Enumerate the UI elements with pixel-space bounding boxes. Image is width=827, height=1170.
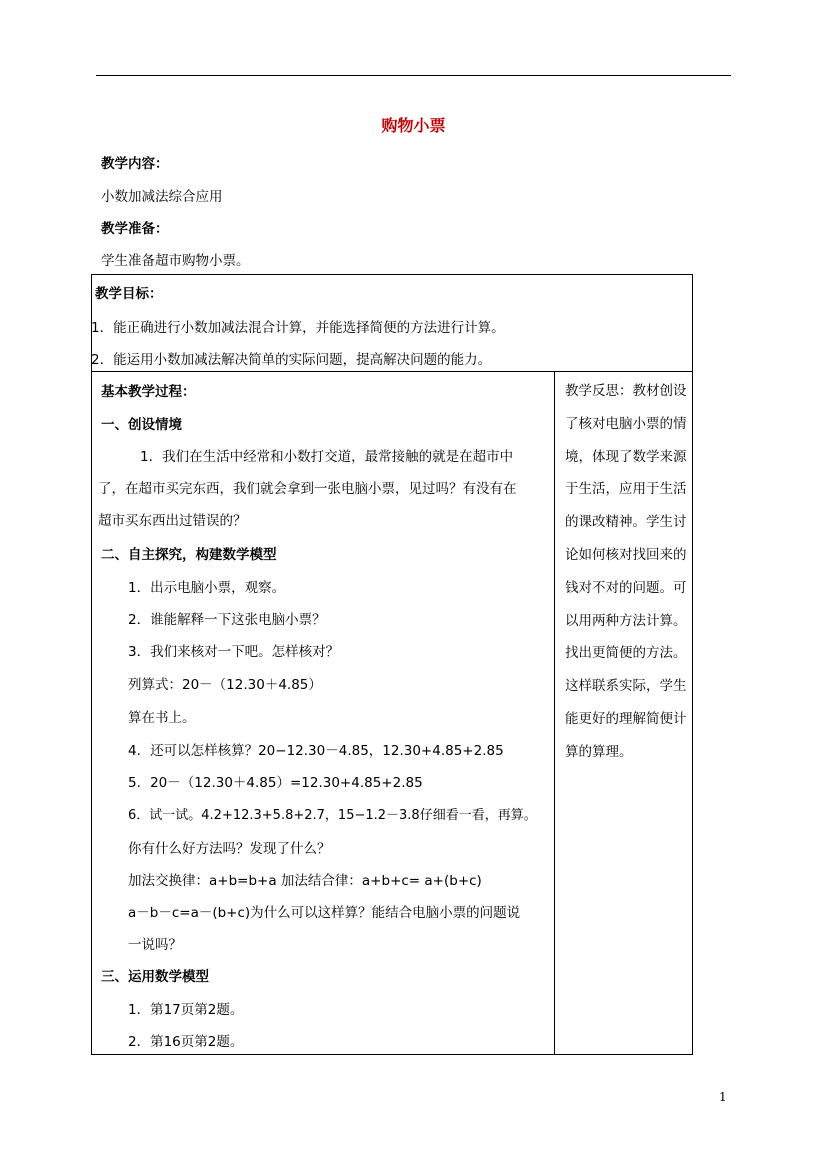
- content-heading: 教学内容：: [101, 156, 169, 172]
- section2-heading: 二、自主探究，构建数学模型: [101, 547, 277, 563]
- section2-line-8: 6．试一试。4.2+12.3+5.8+2.7，15−1.2－3.8仔细看一看，再算。: [128, 808, 537, 823]
- section2-line-7: 5．20－（12.30＋4.85）=12.30+4.85+2.85: [128, 775, 423, 791]
- prep-heading: 教学准备：: [101, 221, 169, 237]
- section2-line-12: 一说吗？: [128, 937, 182, 953]
- section1-line-1: 1．我们在生活中经常和小数打交道，最常接触的就是在超市中: [140, 449, 514, 465]
- header-rule: [96, 75, 731, 76]
- section1-line-3: 超市买东西出过错误的？: [98, 513, 247, 529]
- process-heading: 基本教学过程：: [101, 384, 196, 400]
- section2-line-5: 算在书上。: [128, 710, 196, 726]
- section2-line-3: 3．我们来核对一下吧。怎样核对？: [128, 644, 340, 660]
- reflection-text: 教学反思：教材创设了核对电脑小票的情境，体现了数学来源于生活，应用于生活的课改精神。学生讨论如何核对找回来的钱对不对的问题。可以用两种方法计算。找出更简便的方法。这样联系实际，学生能更好的理解简便计算的算理。: [565, 383, 687, 760]
- section3-line-1: 1．第17页第2题。: [128, 1002, 244, 1018]
- section2-line-2: 2．谁能解释一下这张电脑小票？: [128, 612, 326, 628]
- section2-line-11: a－b－c=a－(b+c)为什么可以这样算？能结合电脑小票的问题说: [128, 905, 521, 921]
- goal-item-2: 2．能运用小数加减法解决简单的实际问题，提高解决问题的能力。: [91, 352, 492, 368]
- section3-line-2: 2．第16页第2题。: [128, 1034, 244, 1050]
- section2-line-10: 加法交换律：a+b=b+a 加法结合律：a+b+c= a+(b+c): [128, 873, 482, 889]
- page-title: 购物小票: [381, 116, 446, 135]
- goals-heading: 教学目标：: [95, 286, 163, 302]
- section3-heading: 三、运用数学模型: [101, 969, 209, 985]
- section2-line-4: 列算式：20－（12.30＋4.85）: [128, 677, 322, 693]
- goal-item-1: 1．能正确进行小数加减法混合计算，并能选择简便的方法进行计算。: [91, 320, 505, 336]
- column-divider: [554, 371, 555, 1055]
- prep-text: 学生准备超市购物小票。: [101, 253, 250, 269]
- page-number: 1: [719, 1090, 727, 1104]
- section2-line-6: 4．还可以怎样核算？20−12.30－4.85，12.30+4.85+2.85: [128, 743, 504, 759]
- section1-heading: 一、创设情境: [101, 417, 182, 433]
- section2-line-1: 1．出示电脑小票，观察。: [128, 580, 286, 596]
- content-text: 小数加减法综合应用: [101, 189, 223, 205]
- section2-line-9: 你有什么好方法吗？发现了什么？: [128, 841, 331, 857]
- section1-line-2: 了，在超市买完东西，我们就会拿到一张电脑小票，见过吗？有没有在: [98, 481, 517, 497]
